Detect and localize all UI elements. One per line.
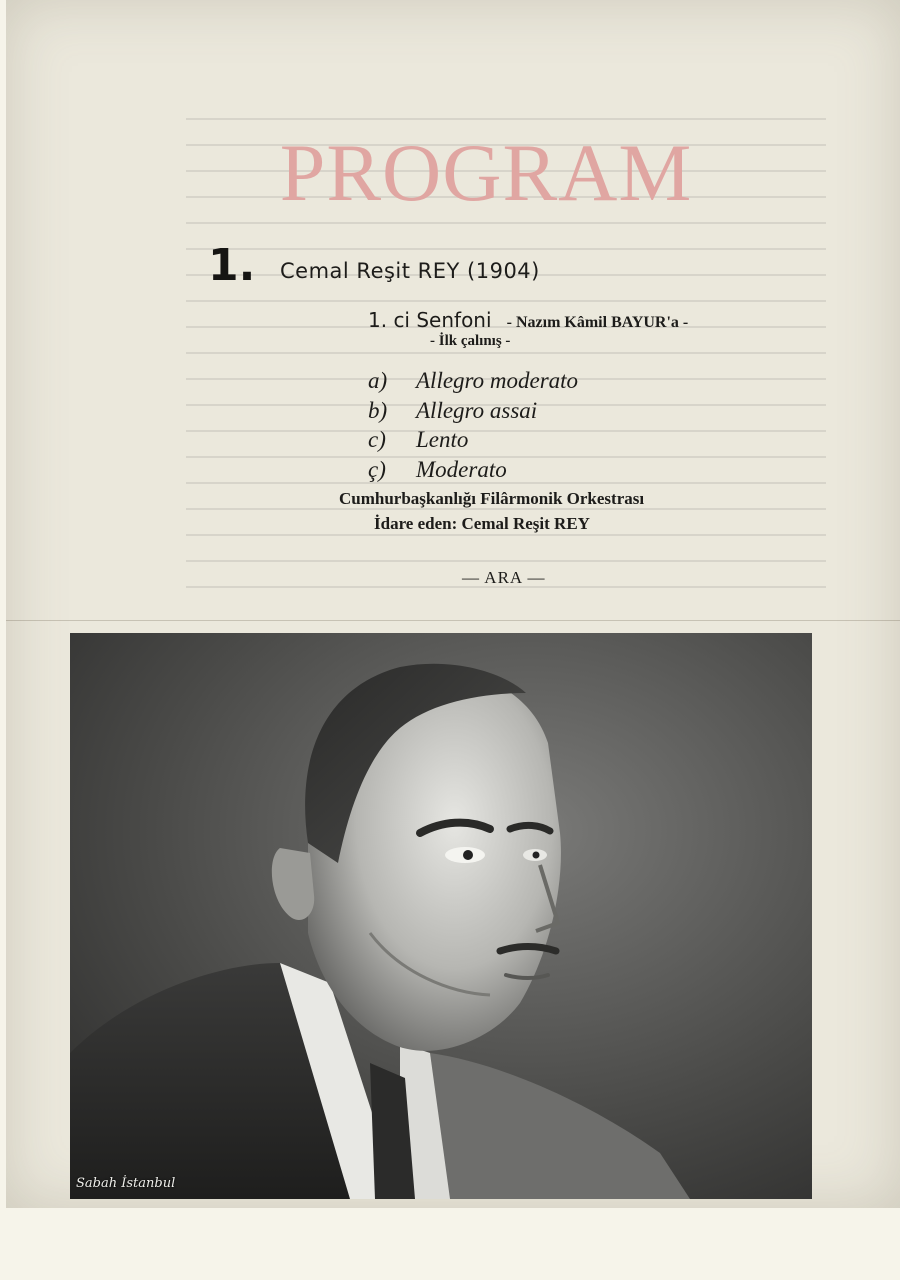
- movement-item: [368, 425, 578, 455]
- movement-letter: b): [368, 397, 388, 423]
- conductor-line: İdare eden: Cemal Reşit REY: [374, 514, 590, 533]
- work-title: 1. ci Senfoni: [368, 308, 492, 332]
- movement-letter: ç): [368, 456, 386, 482]
- movement-list: [368, 366, 578, 484]
- photo-signature: Sabah İstanbul: [76, 1176, 176, 1191]
- premiere-note: - İlk çalınış -: [430, 333, 511, 349]
- orchestra-name: Cumhurbaşkanlığı Filârmonik Orkestrası: [339, 489, 645, 508]
- movement-name: Lento: [416, 427, 469, 452]
- movement-item: [368, 455, 578, 485]
- intermission-label: — ARA —: [462, 568, 546, 587]
- composer-name: Cemal Reşit REY (1904): [280, 259, 540, 283]
- movement-letter: c): [368, 427, 386, 452]
- program-title: PROGRAM: [279, 127, 693, 218]
- movement-item: [368, 396, 578, 426]
- movement-name: Allegro assai: [416, 397, 538, 423]
- item-number: 1.: [208, 240, 256, 291]
- portrait-illustration: [70, 633, 812, 1199]
- movement-name: Moderato: [416, 456, 507, 482]
- program-page: [6, 0, 900, 1208]
- work-line: [368, 308, 688, 332]
- page-fold: [6, 620, 900, 621]
- movement-name: Allegro moderato: [416, 368, 579, 393]
- movement-item: [368, 366, 578, 396]
- dedication: - Nazım Kâmil BAYUR'a -: [506, 314, 689, 331]
- portrait-photo: [70, 633, 812, 1199]
- movement-letter: a): [368, 368, 388, 393]
